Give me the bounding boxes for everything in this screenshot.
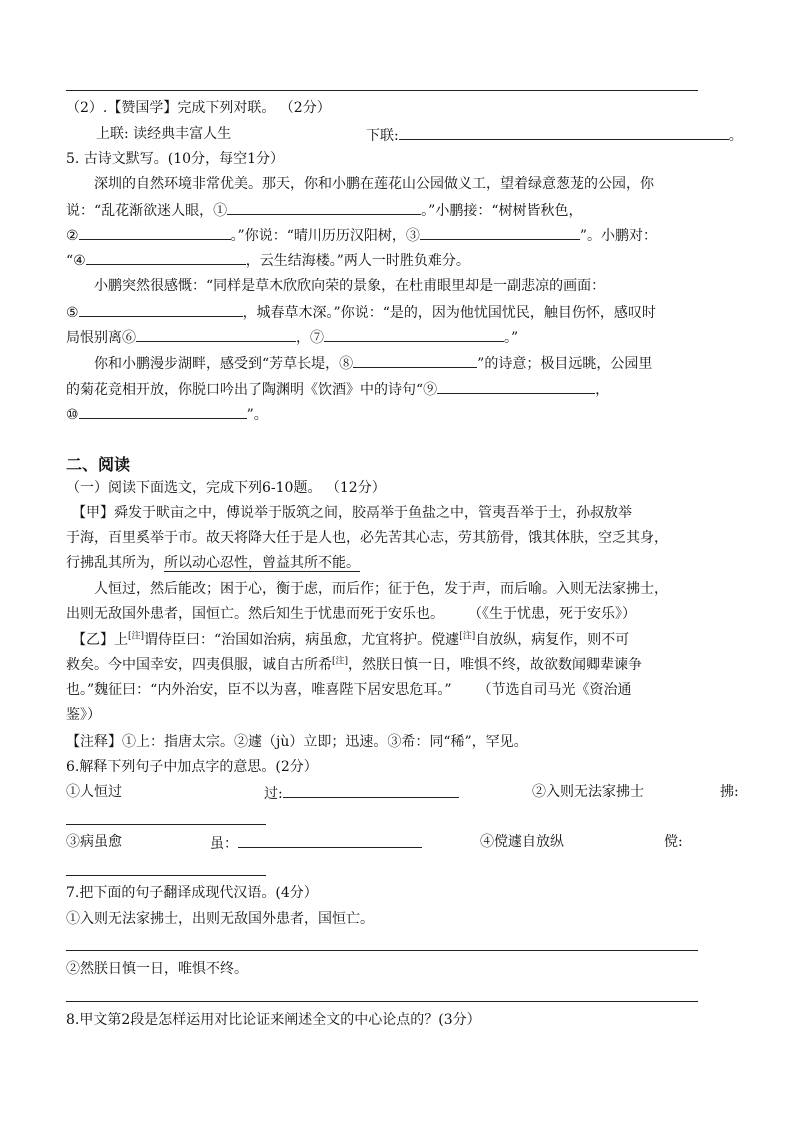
- q6-b-label: 拂:: [720, 784, 739, 800]
- reading-intro: （一）阅读下面选文，完成下列6-10题。 （12分）: [66, 480, 386, 496]
- blank-10[interactable]: [79, 403, 247, 419]
- q7-a-answer-line[interactable]: [66, 950, 698, 951]
- q6-c-blank[interactable]: [238, 832, 422, 848]
- blank-6[interactable]: [136, 326, 296, 342]
- passage-jia: 于海，百里奚举于市。故天将降大任于是人也，必先苦其心志，劳其筋骨，饿其体肤，空乏其身，: [66, 530, 668, 546]
- couplet-lower-blank[interactable]: [399, 124, 729, 140]
- passage-jia: 行拂乱其所为，所以动心忍性，曾益其所不能。: [66, 555, 360, 571]
- q6-c-answer: 虽：: [210, 832, 422, 854]
- q5-text: “④ ，云生结海楼。”两人一时胜负难分。: [66, 249, 738, 271]
- q5-text: 说：“乱花渐欲迷人眼，① 。”小鹏接：“树树皆秋色，: [66, 199, 738, 221]
- q6-d-label: 傥:: [664, 834, 683, 850]
- q5-text: 的菊花竞相开放，你脱口吟出了陶渊明《饮酒》中的诗句“⑨ ，: [66, 378, 738, 400]
- q5-title: 5. 古诗文默写。(10分，每空1分）: [66, 151, 284, 167]
- q7-title: 7.把下面的句子翻译成现代汉语。(4分）: [66, 885, 318, 901]
- answer-line: [66, 90, 698, 91]
- section-title: 二、阅读: [66, 455, 131, 474]
- blank-3[interactable]: [420, 224, 580, 240]
- couplet-end: 。: [728, 128, 743, 144]
- couplet-lower-label: 下联:: [366, 128, 399, 144]
- passage-jia: 人恒过，然后能改；困于心，衡于虑，而后作；征于色，发于声，而后喻。入则无法家拂士，: [94, 581, 668, 597]
- couplet-lower: [366, 124, 743, 146]
- passage-yi: 鉴》）: [66, 707, 101, 723]
- underlined-sentence: 所以动心忍性，曾益其所不能。: [164, 555, 360, 571]
- passage-yi: 也。”魏征曰：“内外治安，臣不以为喜，唯喜陛下居安思危耳。” （节选自司马光《资治通: [66, 682, 632, 698]
- notes: 【注释】①上：指唐太宗。②遽（jù）立即；迅速。③希：同“稀”，罕见。: [66, 734, 528, 750]
- couplet-upper: 上联: 读经典丰富人生: [96, 126, 232, 142]
- q5-text: 局恨别离⑥ ，⑦ 。”: [66, 326, 738, 348]
- q5-text: ② 。”你说：“晴川历历汉阳树，③ ”。小鹏对：: [66, 224, 738, 246]
- q5-text: ⑤ ，城春草木深。”你说：“是的，因为他忧国忧民，触目伤怀，感叹时: [66, 301, 738, 323]
- q5-text: 你和小鹏漫步湖畔，感受到“芳草长堤，⑧ ”的诗意；极目远眺，公园里: [94, 352, 738, 374]
- q6-a-blank[interactable]: [283, 782, 459, 798]
- q7-b-answer-line[interactable]: [66, 1001, 698, 1002]
- q7-a: ①入则无法家拂士，出则无敌国外患者，国恒亡。: [66, 911, 374, 927]
- q6-a: ①人恒过: [66, 784, 122, 800]
- q6-d-blank[interactable]: [66, 875, 266, 876]
- blank-9[interactable]: [437, 378, 595, 394]
- blank-7[interactable]: [324, 326, 504, 342]
- blank-5[interactable]: [79, 301, 243, 317]
- q5-text: 深圳的自然环境非常优美。那天，你和小鹏在莲花山公园做义工，望着绿意葱茏的公园，你: [94, 176, 654, 192]
- q6-d: ④傥遽自放纵: [480, 834, 564, 850]
- q6-a-answer: 过:: [264, 782, 459, 804]
- q6-b-blank[interactable]: [66, 824, 266, 825]
- blank-4[interactable]: [86, 249, 246, 265]
- q7-b: ②然朕日慎一日，唯惧不终。: [66, 961, 248, 977]
- passage-jia: 出则无敌国外患者，国恒亡。然后知生于忧患而死于安乐也。 （《生于忧患，死于安乐》）: [66, 606, 636, 622]
- q6-b: ②入则无法家拂士: [532, 784, 644, 800]
- q8-title: 8.甲文第2段是怎样运用对比论证来阐述全文的中心论点的？(3分）: [66, 1012, 481, 1028]
- passage-yi: 救矣。今中国幸安，四夷俱服，诚自古所希[注]，然朕日慎一日，唯惧不终，故欲数闻卿辈谏争: [66, 656, 643, 673]
- q5-text: 小鹏突然很感慨：“同样是草木欣欣向荣的景象，在杜甫眼里却是一副悲凉的画面：: [94, 278, 606, 294]
- q6-c: ③病虽愈: [66, 834, 122, 850]
- q5-text: ⑩ ”。: [66, 403, 738, 425]
- passage-jia: 【甲】舜发于畎亩之中，傅说举于版筑之间，胶鬲举于鱼盐之中，管夷吾举于士，孙叔敖举: [72, 505, 632, 521]
- q4-2-title: （2）.【赞国学】完成下列对联。 （2分）: [66, 100, 331, 116]
- blank-2[interactable]: [79, 224, 231, 240]
- blank-1[interactable]: [227, 199, 421, 215]
- q6-title: 6.解释下列句子中加点字的意思。(2分）: [66, 759, 318, 775]
- blank-8[interactable]: [353, 352, 477, 368]
- passage-yi: 【乙】上[注]谓侍臣曰：“治国如治病，病虽愈，尤宜将护。傥遽[注]自放纵，病复作，则不可: [72, 631, 630, 648]
